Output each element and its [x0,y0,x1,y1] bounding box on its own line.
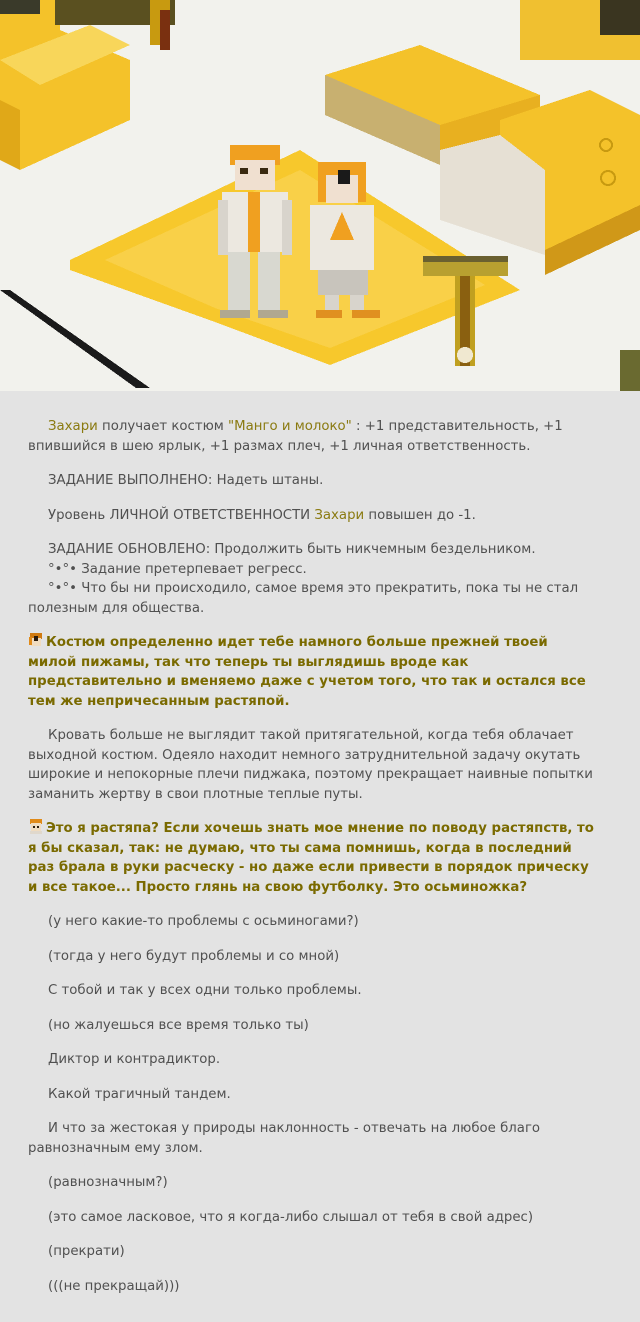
inner-voice-line: (((не прекращай))) [48,1278,180,1294]
inner-voice-line: (у него какие-то проблемы с осьминогами?) [48,914,359,929]
quest-updated-line: °•°• Что бы ни происходило, самое время это прекратить, пока ты не стал полезным для общества. [28,581,579,616]
quest-updated-line: ЗАДАНИЕ ОБНОВЛЕНО: Продолжить быть никчемным бездельником. [48,542,536,557]
responsibility-level [28,506,596,526]
quest-updated [28,540,596,618]
costume-message [28,417,596,456]
speech-text: Это я растяпа? Если хочешь знать мое мнение по поводу растяпств, то я бы сказал, так: не думаю, что ты сама помнишь, когда в последний раз брала в руки расческу - но даже если привести в порядок прическу и все такое... Просто глянь на свою футболку. Это осьминожка? [28,821,594,895]
scene-illustration [0,0,640,391]
inner-voice-line: Какой трагичный тандем. [48,1086,231,1102]
zakhari-avatar-icon [28,819,44,834]
inner-voice-line: (равнозначным?) [48,1175,168,1190]
inner-voice-line: (но жалуешься все время только ты) [48,1017,309,1033]
inner-voice-line: (прекрати) [48,1244,125,1259]
speech-bubble-girl [28,633,596,711]
speech-bubble-zakhari [28,819,596,897]
character-name: Захари [48,419,98,434]
inner-voice-line: (это самое ласковое, что я когда-либо слышал от тебя в свой адрес) [48,1209,534,1225]
costume-name: "Манго и молоко" [228,419,352,434]
message-text: повышен до -1. [364,507,476,523]
game-scene [0,0,640,391]
inner-voice-line: С тобой и так у всех одни только проблемы. [48,983,362,998]
narration: Кровать больше не выглядит такой притягательной, когда тебя облачает выходной костюм. Одеяло находит немного затруднительной задачу окутать широкие и непокорные плечи пиджака, поэтому прекращает наивные попытки заманить жертву в свои плотные теплые путы. [28,728,593,802]
message-text: : +1 представительность, +1 впившийся в шею ярлык, +1 размах плеч, +1 личная ответственность. [28,419,563,454]
inner-voice-line: Диктор и контрадиктор. [48,1052,221,1067]
girl-avatar-icon [28,633,44,648]
message-text: Уровень ЛИЧНОЙ ОТВЕТСТВЕННОСТИ [48,507,315,523]
inner-voice-line: И что за жестокая у природы наклонность - отвечать на любое благо равнозначным ему злом. [28,1121,541,1156]
quest-completed: ЗАДАНИЕ ВЫПОЛНЕНО: Надеть штаны. [48,473,324,488]
message-text: получает костюм [97,419,229,434]
quest-updated-line: °•°• Задание претерпевает регресс. [48,561,307,577]
speech-text: Костюм определенно идет тебе намного больше прежней твоей милой пижамы, так что теперь ты выглядишь вроде как представительно и вменяемо даже с учетом того, что так и остался все тем же непричесанным растяпой. [28,635,586,709]
inner-voice-line: (тогда у него будут проблемы и со мной) [48,948,340,964]
character-name: Захари [314,507,365,523]
dialogue-log [0,391,640,1322]
